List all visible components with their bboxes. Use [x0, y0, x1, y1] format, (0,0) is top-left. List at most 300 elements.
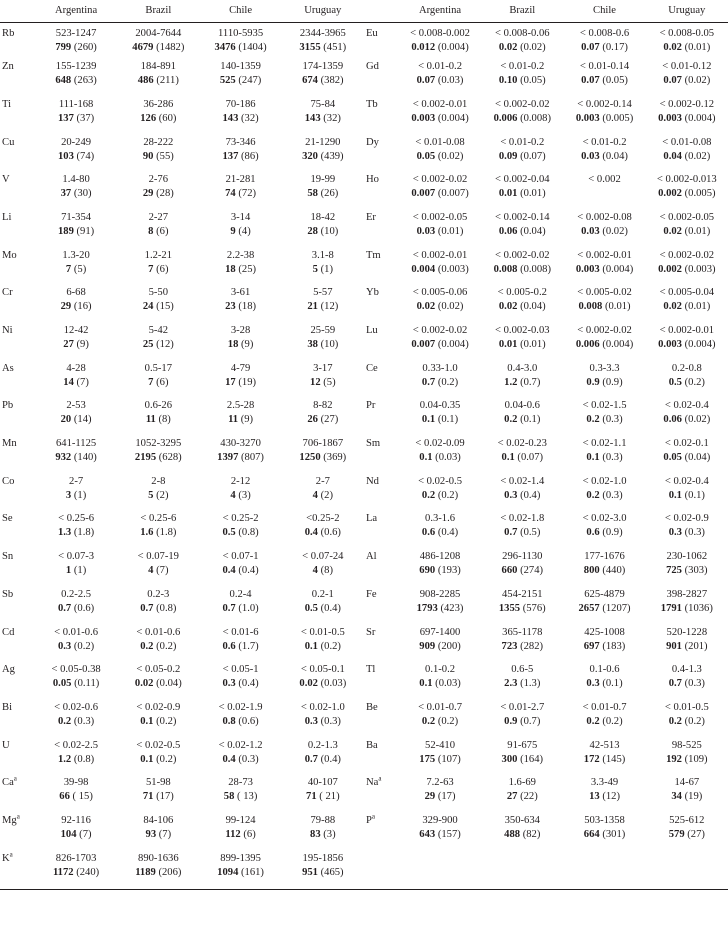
element-symbol: Mo [2, 249, 17, 261]
mean-value: 0.01 [498, 188, 518, 200]
mean-sd-line [563, 602, 645, 616]
mean-sd-line [563, 640, 645, 654]
range-value: 2.2-38 [226, 249, 255, 261]
mean-sd-line [35, 451, 117, 465]
mean-value: 0.02 [299, 678, 318, 690]
value-cell [35, 362, 117, 400]
sd-value: (1) [73, 565, 87, 577]
mean-value: 0.6 [222, 640, 236, 652]
mean-sd-line [117, 187, 199, 201]
value-cell [199, 23, 281, 61]
sd-value: (0.004) [684, 112, 716, 124]
mean-value: 0.02 [498, 42, 518, 53]
element-symbol-cell [364, 776, 399, 814]
mean-value: 0.1 [419, 678, 433, 690]
mean-sd-line [399, 112, 481, 126]
mean-value: 0.1 [419, 452, 433, 464]
mean-value: 664 [583, 828, 600, 840]
header-country-uruguay: Uruguay [282, 0, 364, 23]
range-value: 7.2-63 [426, 777, 454, 789]
mean-value: 901 [666, 640, 682, 652]
sd-value: (5) [323, 376, 336, 388]
mean-sd-line [117, 677, 199, 691]
sd-value: (260) [73, 42, 97, 53]
value-cell [199, 399, 281, 437]
sd-value: (28) [156, 188, 174, 200]
mean-value: 488 [504, 828, 521, 840]
mean-value: 0.1 [501, 452, 515, 464]
element-symbol-cell [364, 60, 399, 98]
sd-value: (60) [158, 112, 177, 124]
table-header [0, 0, 728, 23]
element-symbol-cell [0, 362, 35, 400]
mean-value: 3 [65, 489, 72, 501]
mean-value: 126 [140, 112, 157, 124]
element-symbol: K [2, 852, 10, 864]
mean-sd-line [199, 300, 281, 314]
range-value: < 0.02-0.09 [415, 438, 465, 450]
range-value: 899-1395 [220, 852, 261, 864]
sd-value: (0.2) [156, 715, 177, 727]
mean-sd-line [35, 41, 117, 55]
range-value: < 0.02-3.0 [582, 513, 627, 525]
mean-value: 0.7 [140, 602, 154, 614]
value-cell [35, 60, 117, 98]
range-value: 454-2151 [501, 588, 543, 600]
mean-sd-line [481, 413, 563, 427]
element-symbol-cell [0, 475, 35, 513]
sd-value: (0.3) [238, 753, 259, 765]
value-cell [646, 776, 728, 814]
value-cell [563, 475, 645, 513]
value-cell [282, 588, 364, 626]
value-cell [282, 512, 364, 550]
mean-sd-line [399, 150, 481, 164]
mean-sd-line [646, 790, 728, 804]
value-cell [117, 776, 199, 814]
mean-value: 192 [666, 753, 682, 765]
mean-sd-line [199, 828, 281, 842]
mean-value: 29 [424, 791, 436, 803]
range-value: < 0.02-0.9 [664, 513, 709, 525]
value-cell [563, 136, 645, 174]
range-value: 92-116 [61, 814, 91, 826]
element-symbol-cell [364, 286, 399, 324]
mean-sd-line [646, 338, 728, 352]
range-value: 28-222 [143, 136, 174, 148]
table-row [0, 98, 728, 136]
value-cell [563, 814, 645, 852]
value-cell [35, 211, 117, 249]
range-value: < 0.07-19 [137, 551, 179, 563]
sd-value: (4) [238, 225, 251, 237]
value-cell [399, 23, 481, 61]
range-value: 2-7 [315, 475, 330, 487]
mean-sd-line [646, 376, 728, 390]
mean-sd-line [646, 300, 728, 314]
mean-sd-line [117, 489, 199, 503]
mean-value: 725 [666, 565, 682, 577]
mean-sd-line [646, 489, 728, 503]
range-value: 1.3-20 [62, 249, 90, 261]
table-row [0, 814, 728, 852]
mean-sd-line [563, 225, 645, 239]
header-country-argentina: Argentina [399, 0, 481, 23]
range-value: 184-891 [140, 61, 176, 73]
element-symbol: Yb [365, 287, 379, 299]
mean-value: 103 [57, 150, 74, 162]
range-value: 523-1247 [55, 28, 97, 39]
sd-value: (0.03) [435, 452, 461, 464]
value-cell [199, 475, 281, 513]
mean-sd-line [35, 790, 117, 804]
sd-value: (369) [323, 452, 347, 464]
mean-sd-line [399, 263, 481, 277]
sd-value: (0.01) [437, 225, 464, 237]
sd-value: (1482) [156, 42, 185, 53]
mean-value: 800 [583, 565, 600, 577]
range-value: 1052-3295 [135, 438, 182, 450]
value-cell [481, 852, 563, 890]
table-row [0, 550, 728, 588]
sd-value: (0.004) [437, 42, 469, 53]
value-cell [563, 60, 645, 98]
sd-value: (193) [437, 565, 461, 577]
table-row [0, 626, 728, 664]
range-value: 0.6-26 [144, 400, 173, 412]
mean-value: 13 [589, 791, 600, 803]
sd-value: (0.01) [604, 301, 631, 313]
sd-value: (72) [238, 188, 257, 200]
value-cell [199, 98, 281, 136]
range-value: < 0.002-0.08 [577, 211, 632, 223]
mean-value: 0.3 [504, 489, 518, 501]
element-symbol-cell [364, 136, 399, 174]
range-value: 39-98 [63, 777, 89, 789]
sd-value: (201) [684, 640, 708, 652]
value-cell [199, 60, 281, 98]
mean-value: 0.06 [663, 414, 682, 426]
mean-value: 1791 [660, 602, 682, 614]
mean-value: 4 [230, 489, 236, 501]
mean-sd-line [199, 150, 281, 164]
value-cell [199, 588, 281, 626]
sd-value: (1) [320, 263, 333, 275]
range-value: 99-124 [225, 814, 256, 826]
element-symbol-cell [364, 399, 399, 437]
value-cell [481, 136, 563, 174]
mean-value: 71 [142, 791, 154, 803]
sd-value: (0.04) [520, 225, 546, 237]
element-symbol: Fe [365, 588, 377, 600]
mean-sd-line [563, 451, 645, 465]
mean-value: 4679 [132, 42, 154, 53]
value-cell [481, 663, 563, 701]
sd-value: (1036) [684, 602, 713, 614]
mean-sd-line [117, 338, 199, 352]
sd-value: (0.4) [238, 565, 259, 577]
element-symbol-cell [364, 814, 399, 852]
sd-value: (8) [158, 414, 171, 426]
mean-value: 0.003 [575, 112, 600, 124]
mean-sd-line [117, 526, 199, 540]
mean-sd-line [282, 187, 364, 201]
sd-value: (55) [156, 150, 174, 162]
mean-sd-line [563, 790, 645, 804]
table-row [0, 437, 728, 475]
sd-value: (7) [76, 376, 89, 388]
sd-value: (12) [320, 301, 339, 313]
element-symbol: Nd [365, 475, 379, 487]
mean-sd-line [646, 451, 728, 465]
range-value: 0.2-1.3 [307, 739, 338, 751]
sd-value: (465) [320, 866, 344, 878]
element-symbol-cell [0, 437, 35, 475]
mean-sd-line [563, 112, 645, 126]
mean-value: 189 [57, 225, 74, 237]
mean-value: 0.07 [663, 75, 682, 87]
mean-sd-line [481, 451, 563, 465]
value-cell [282, 852, 364, 890]
element-symbol-cell [0, 739, 35, 777]
mean-value: 0.007 [411, 339, 436, 350]
mean-sd-line [646, 640, 728, 654]
mean-value: 0.003 [658, 339, 682, 350]
value-cell [199, 663, 281, 701]
range-value: < 0.002-0.01 [412, 98, 468, 110]
range-value: 625-4879 [584, 588, 625, 600]
mean-value: 0.6 [586, 527, 600, 539]
value-cell [646, 663, 728, 701]
mean-value: 25 [142, 339, 154, 350]
mean-value: 0.01 [498, 339, 518, 350]
table-row [0, 362, 728, 400]
mean-value: 723 [501, 640, 518, 652]
mean-value: 0.8 [222, 715, 236, 727]
mean-sd-line [399, 187, 481, 201]
sd-value: (0.8) [73, 753, 95, 765]
mean-sd-line [35, 74, 117, 88]
mean-sd-line [481, 112, 563, 126]
range-value: 40-107 [307, 777, 338, 789]
mean-sd-line [199, 489, 281, 503]
value-cell [35, 136, 117, 174]
range-value: 0.2-4 [229, 588, 252, 600]
range-value: 486-1208 [419, 551, 461, 563]
range-value: 140-1359 [220, 61, 261, 73]
sd-value: (0.005) [684, 188, 716, 200]
sd-value: (0.2) [684, 715, 705, 727]
element-symbol: Pb [2, 400, 14, 412]
sd-value: (0.2) [437, 715, 459, 727]
sd-value: (0.2) [73, 640, 95, 652]
element-symbol: U [2, 739, 10, 751]
value-cell [481, 626, 563, 664]
mean-sd-line [282, 602, 364, 616]
value-cell [399, 626, 481, 664]
element-symbol-cell [0, 701, 35, 739]
mean-value: 0.5 [668, 376, 682, 388]
value-cell [199, 211, 281, 249]
element-symbol: Eu [365, 28, 378, 39]
element-symbol: Er [365, 211, 376, 223]
value-cell [117, 588, 199, 626]
range-value: < 0.002-0.013 [656, 174, 717, 186]
mean-sd-line [117, 602, 199, 616]
element-symbol-cell [0, 512, 35, 550]
value-cell [117, 211, 199, 249]
element-symbol: Sn [2, 551, 14, 563]
range-value: 4-28 [66, 362, 86, 374]
sd-value: (0.2) [156, 640, 177, 652]
value-cell [199, 852, 281, 890]
range-value: 12-42 [63, 325, 89, 336]
range-value: < 0.01-0.2 [582, 136, 627, 148]
range-value: 826-1703 [55, 852, 97, 864]
element-symbol: Co [2, 475, 15, 487]
sd-value: (3) [323, 828, 336, 840]
value-cell [481, 286, 563, 324]
element-symbol-cell [0, 550, 35, 588]
mean-value: 0.07 [581, 75, 600, 87]
value-cell [563, 776, 645, 814]
mean-value: 0.2 [668, 715, 682, 727]
sd-value: (1404) [238, 42, 267, 53]
mean-sd-line [282, 564, 364, 578]
value-cell [35, 663, 117, 701]
range-value: 6-68 [66, 287, 86, 299]
value-cell [282, 814, 364, 852]
range-value: 2344-3965 [299, 28, 346, 39]
value-cell [199, 739, 281, 777]
range-value: < 0.25-6 [58, 513, 95, 525]
value-cell [35, 437, 117, 475]
mean-sd-line [481, 187, 563, 201]
range-value: 520-1228 [666, 626, 708, 638]
mean-value: 20 [60, 414, 72, 426]
sd-value: (27) [320, 414, 339, 426]
mean-value: 1.3 [57, 527, 72, 539]
mean-sd-line [399, 300, 481, 314]
value-cell [646, 60, 728, 98]
mean-value: 0.004 [411, 263, 436, 275]
value-cell [282, 98, 364, 136]
sd-value: (0.04) [684, 452, 711, 464]
value-cell [199, 136, 281, 174]
sd-value: (2) [156, 489, 169, 501]
sd-value: (200) [437, 640, 461, 652]
mean-value: 0.006 [575, 339, 600, 350]
sd-value: (0.4) [520, 489, 541, 501]
element-symbol-cell [364, 173, 399, 211]
mean-sd-line [646, 413, 728, 427]
range-value: 21-281 [225, 174, 256, 186]
sd-value: (145) [602, 753, 626, 765]
value-cell [282, 324, 364, 362]
mean-value: 8 [148, 225, 154, 237]
mean-value: 0.07 [416, 75, 436, 87]
range-value: < 0.005-0.02 [577, 287, 632, 299]
sd-value: (109) [684, 753, 708, 765]
mean-value: 0.05 [52, 678, 72, 690]
sd-value: (0.03) [435, 678, 461, 690]
mean-sd-line [199, 715, 281, 729]
mean-value: 71 [306, 791, 317, 803]
value-cell [563, 437, 645, 475]
value-cell [481, 23, 563, 61]
sd-value: (2) [320, 489, 333, 501]
element-symbol: Ag [2, 664, 15, 676]
sd-value: (282) [520, 640, 544, 652]
range-value: < 0.002 [588, 174, 621, 186]
footnote-marker: a [16, 812, 20, 821]
element-symbol: Rb [2, 28, 15, 39]
range-value: 0.1-0.6 [589, 664, 620, 676]
range-value: < 0.02-0.9 [136, 701, 181, 713]
mean-value: 1397 [217, 452, 239, 464]
mean-value: 697 [583, 640, 600, 652]
sd-value: (0.3) [684, 527, 705, 539]
value-cell [563, 663, 645, 701]
range-value: < 0.008-0.06 [495, 28, 550, 39]
mean-sd-line [199, 753, 281, 767]
mean-value: 29 [60, 301, 72, 313]
mean-value: 0.007 [411, 188, 436, 200]
value-cell [646, 399, 728, 437]
mean-value: 3476 [214, 42, 236, 53]
sd-value: (164) [520, 753, 544, 765]
sd-value: (0.1) [520, 414, 541, 426]
range-value: < 0.002-0.02 [495, 249, 550, 261]
value-cell [481, 60, 563, 98]
range-value: < 0.02-1.8 [500, 513, 545, 525]
value-cell [481, 211, 563, 249]
mean-sd-line [399, 41, 481, 55]
element-symbol: Ba [365, 739, 378, 751]
mean-sd-line [282, 526, 364, 540]
range-value: 350-634 [504, 814, 540, 826]
range-value: < 0.05-0.38 [51, 664, 101, 676]
sd-value: (16) [73, 301, 92, 313]
range-value: 73-346 [225, 136, 256, 148]
mean-sd-line [399, 602, 481, 616]
value-cell [481, 550, 563, 588]
range-value: 706-1867 [302, 438, 344, 450]
value-cell [199, 437, 281, 475]
mean-value: 11 [145, 414, 156, 426]
mean-value: 0.6 [421, 527, 436, 539]
sd-value: (19) [238, 376, 257, 388]
value-cell [646, 324, 728, 362]
mean-value: 0.06 [498, 225, 518, 237]
mean-value: 0.003 [411, 112, 436, 124]
mean-sd-line [282, 677, 364, 691]
mean-value: 0.10 [498, 75, 518, 87]
mean-sd-line [117, 413, 199, 427]
sd-value: (18) [238, 301, 257, 313]
sd-value: (12) [156, 339, 174, 350]
mean-sd-line [399, 828, 481, 842]
range-value: 5-50 [148, 287, 169, 299]
range-value: < 0.008-0.05 [659, 28, 715, 39]
mean-sd-line [563, 263, 645, 277]
mean-value: 0.5 [304, 602, 318, 614]
range-value: < 0.02-1.4 [500, 475, 545, 487]
element-symbol-cell [364, 626, 399, 664]
header-country-argentina: Argentina [35, 0, 117, 23]
footnote-marker: a [378, 774, 382, 783]
value-cell [646, 362, 728, 400]
